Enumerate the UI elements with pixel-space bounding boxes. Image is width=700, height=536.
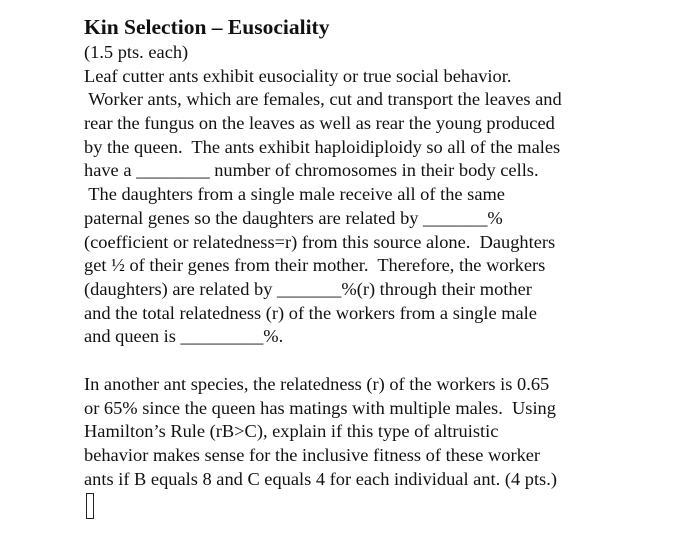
fill-in-blank-line: (daughters) are related by _______%(r) through their mother [84,278,532,299]
fill-in-blank-line: and queen is _________%. [84,326,284,347]
text-cursor[interactable] [86,493,94,519]
paragraph-line: In another ant species, the relatedness (r) of the workers is 0.65 [84,373,550,394]
points-note: (1.5 pts. each) [84,42,189,62]
paragraph-line: by the queen. The ants exhibit haploidiploidy so all of the males [84,136,561,157]
paragraph-line: The daughters from a single male receive all of the same [84,184,505,205]
paragraph-spacer [84,349,684,373]
paragraph-line: or 65% since the queen has matings with multiple males. Using [84,397,556,418]
paragraph-line: and the total relatedness (r) of the workers from a single male [84,302,537,323]
paragraph-line: Hamilton’s Rule (rB>C), explain if this type of altruistic [84,421,499,442]
paragraph-line: (coefficient or relatedness=r) from this source alone. Daughters [84,231,556,252]
fill-in-blank-line: paternal genes so the daughters are related by _______% [84,207,503,228]
paragraph-line: ants if B equals 8 and C equals 4 for each individual ant. (4 pts.) [84,468,557,489]
question-document [84,14,684,519]
paragraph-1 [84,65,684,349]
paragraph-line: behavior makes sense for the inclusive fitness of these worker [84,445,541,465]
paragraph-line: rear the fungus on the leaves as well as rear the young produced [84,113,555,134]
paragraph-2 [84,373,684,491]
question-title: Kin Selection – Eusociality [84,15,330,39]
fill-in-blank-line: have a ________ number of chromosomes in their body cells. [84,160,539,181]
paragraph-line: Worker ants, which are females, cut and transport the leaves and [84,89,562,110]
paragraph-line: get ½ of their genes from their mother. Therefore, the workers [84,255,546,276]
paragraph-line: Leaf cutter ants exhibit eusociality or true social behavior. [84,65,512,86]
